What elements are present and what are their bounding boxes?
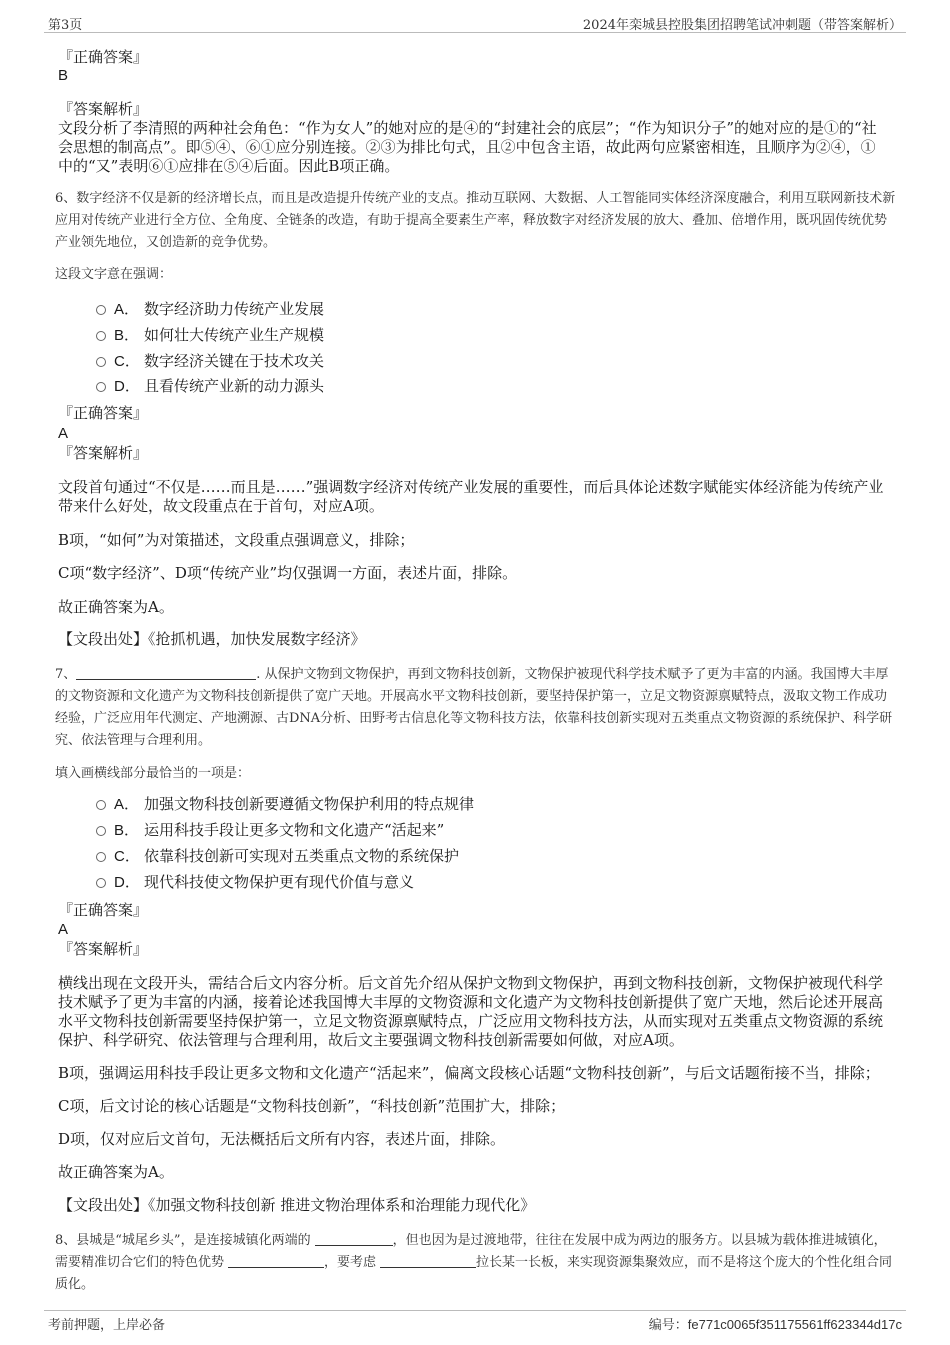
radio-icon[interactable] [96,878,106,888]
option-letter: A． [114,796,140,813]
q7-blank [76,666,256,680]
q6-option-b[interactable] [96,324,324,346]
option-text: 现代科技使文物保护更有现代价值与意义 [144,873,415,891]
q7-source: 【文段出处】《加强文物科技创新 推进文物治理体系和治理能力现代化》 [58,1196,536,1214]
header-divider [44,32,906,33]
radio-icon[interactable] [96,826,106,836]
option-letter: C． [114,848,140,865]
q6-analysis-p3: C项“数字经济”、D项“传统产业”均仅强调一方面，表述片面，排除。 [58,564,518,582]
q7-number: 7、 [55,667,77,682]
q5-analysis-label: 『答案解析』 [58,100,149,118]
document-id: 编号：fe771c0065f351175561ff623344d17c [648,1317,902,1332]
radio-icon[interactable] [96,852,106,862]
option-text: 且看传统产业新的动力源头 [144,377,325,395]
q6-option-c[interactable] [96,350,324,372]
q8-text-1: 8、县城是“城尾乡头”，是连接城镇化两端的 [55,1233,311,1248]
q8-blank-1 [315,1232,393,1246]
radio-icon[interactable] [96,800,106,810]
option-text: 数字经济关键在于技术攻关 [144,352,325,370]
option-letter: A． [114,301,140,318]
q8-text-3: ，要考虑 [324,1255,377,1270]
q8-text-4: 拉长某一长板，来实现资源集聚效应，而不是将这个庞大的个性化组合同质化。 [55,1255,893,1292]
q7-analysis-p5: 故正确答案为A。 [58,1163,174,1181]
q7-analysis-p1: 横线出现在文段开头，需结合后文内容分析。后文首先介绍从保护文物到文物保护，再到文物科技创新，文物保护被现代科学技术赋予了更为丰富的内涵，接着论述我国博大丰厚的文物资源和文化遗产为文物科技创新提供了宽广天地，然后论述开展高水平文物科技创新需要坚持保护第一，立足文物资源禀赋特点，广泛应用文物科技方法，从而实现对五类重点文物资源的系统保护、科学研究、依法管理与合理利用，故后文主要强调文物科技创新需要如何做，对应A项。 [58,974,884,1049]
q6-prompt: 这段文字意在强调： [55,267,173,282]
radio-icon[interactable] [96,331,106,341]
option-letter: B． [114,822,140,839]
q7-analysis-label: 『答案解析』 [58,940,149,958]
option-text: 依靠科技创新可实现对五类重点文物的系统保护 [144,847,460,865]
q7-option-b[interactable] [96,819,444,841]
q6-stem: 6、数字经济不仅是新的经济增长点，而且是改造提升传统产业的支点。推动互联网、大数据、人工智能同实体经济深度融合，利用互联网新技术新应用对传统产业进行全方位、全角度、全链条的改造，有助于提高全要素生产率，释放数字对经济发展的放大、叠加、倍增作用，既巩固传统优势产业领先地位，又创造新的竞争优势。 [55,191,896,250]
page-header [44,14,906,34]
document-title: 2024年栾城县控股集团招聘笔试冲刺题（带答案解析） [582,18,902,33]
footer-divider [44,1310,906,1311]
q7-answer: A [58,921,69,938]
q7-option-a[interactable] [96,793,474,815]
page-footer [44,1314,906,1334]
q6-option-a[interactable] [96,298,324,320]
option-letter: B． [114,327,140,344]
q7-option-d[interactable] [96,871,414,893]
q7-stem [55,664,897,752]
q6-option-d[interactable] [96,375,324,397]
q5-analysis: 文段分析了李清照的两种社会角色：“作为女人”的她对应的是④的“封建社会的底层”；“作为知识分子”的她对应的是①的“社会思想的制高点”。即⑤④、⑥①应分别连接。②③为排比句式，且②中包含主语，故此两句应紧密相连，且顺序为②④，①中的“又”表明⑥①应排在⑤④后面。因此B项正确。 [58,119,877,175]
q8-stem [55,1230,897,1296]
q7-analysis-p4: D项，仅对应后文首句，无法概括后文所有内容，表述片面，排除。 [58,1130,506,1148]
option-text: 数字经济助力传统产业发展 [144,300,325,318]
q6-analysis-p2: B项，“如何”为对策描述，文段重点强调意义，排除； [58,531,415,549]
q6-analysis-label: 『答案解析』 [58,444,149,462]
option-letter: C． [114,353,140,370]
radio-icon[interactable] [96,382,106,392]
q7-prompt: 填入画横线部分最恰当的一项是： [55,766,251,781]
q6-correct-label: 『正确答案』 [58,404,149,422]
page-number: 第3页 [48,18,83,33]
q7-option-c[interactable] [96,845,459,867]
q8-text-2: ，但也因为是过渡地带，往往在发展中成为两边的服务方。以县城为载体推进城镇化，需要精准切合它们的特色优势 [55,1233,887,1270]
q6-answer: A [58,425,69,442]
footer-slogan: 考前押题，上岸必备 [48,1318,166,1333]
option-letter: D． [114,378,140,395]
option-letter: D． [114,874,140,891]
option-text: 如何壮大传统产业生产规模 [144,326,325,344]
radio-icon[interactable] [96,305,106,315]
q7-analysis-p3: C项，后文讨论的核心话题是“文物科技创新”，“科技创新”范围扩大，排除； [58,1097,566,1115]
q8-blank-2 [228,1254,324,1268]
q8-blank-3 [380,1254,476,1268]
q7-stem-text: . 从保护文物到文物保护，再到文物科技创新，文物保护被现代科学技术赋予了更为丰富的内涵。我国博大丰厚的文物资源和文化遗产为文物科技创新提供了宽广天地。开展高水平文物科技创新，要坚持保护第一，立足文物资源禀赋特点，汲取文物工作成功经验，广泛应用年代测定、产地溯源、古DNA分析、田野考古信息化等文物科技方法，依靠科技创新实现对五类重点文物资源的系统保护、科学研究、依法管理与合理利用。 [55,667,893,748]
option-text: 运用科技手段让更多文物和文化遗产“活起来” [144,821,445,839]
option-text: 加强文物科技创新要遵循文物保护利用的特点规律 [144,795,475,813]
radio-icon[interactable] [96,357,106,367]
q5-correct-label: 『正确答案』 [58,48,149,66]
q6-analysis-p4: 故正确答案为A。 [58,598,174,616]
q5-answer: B [58,67,69,84]
q7-analysis-p2: B项，强调运用科技手段让更多文物和文化遗产“活起来”，偏离文段核心话题“文物科技创新”，与后文话题衔接不当，排除； [58,1064,880,1082]
q7-correct-label: 『正确答案』 [58,901,149,919]
q6-analysis-p1: 文段首句通过“不仅是……而且是……”强调数字经济对传统产业发展的重要性，而后具体论述数字赋能实体经济能为传统产业带来什么好处，故文段重点在于首句，对应A项。 [58,478,884,515]
q6-source: 【文段出处】《抢抓机遇，加快发展数字经济》 [58,630,366,648]
